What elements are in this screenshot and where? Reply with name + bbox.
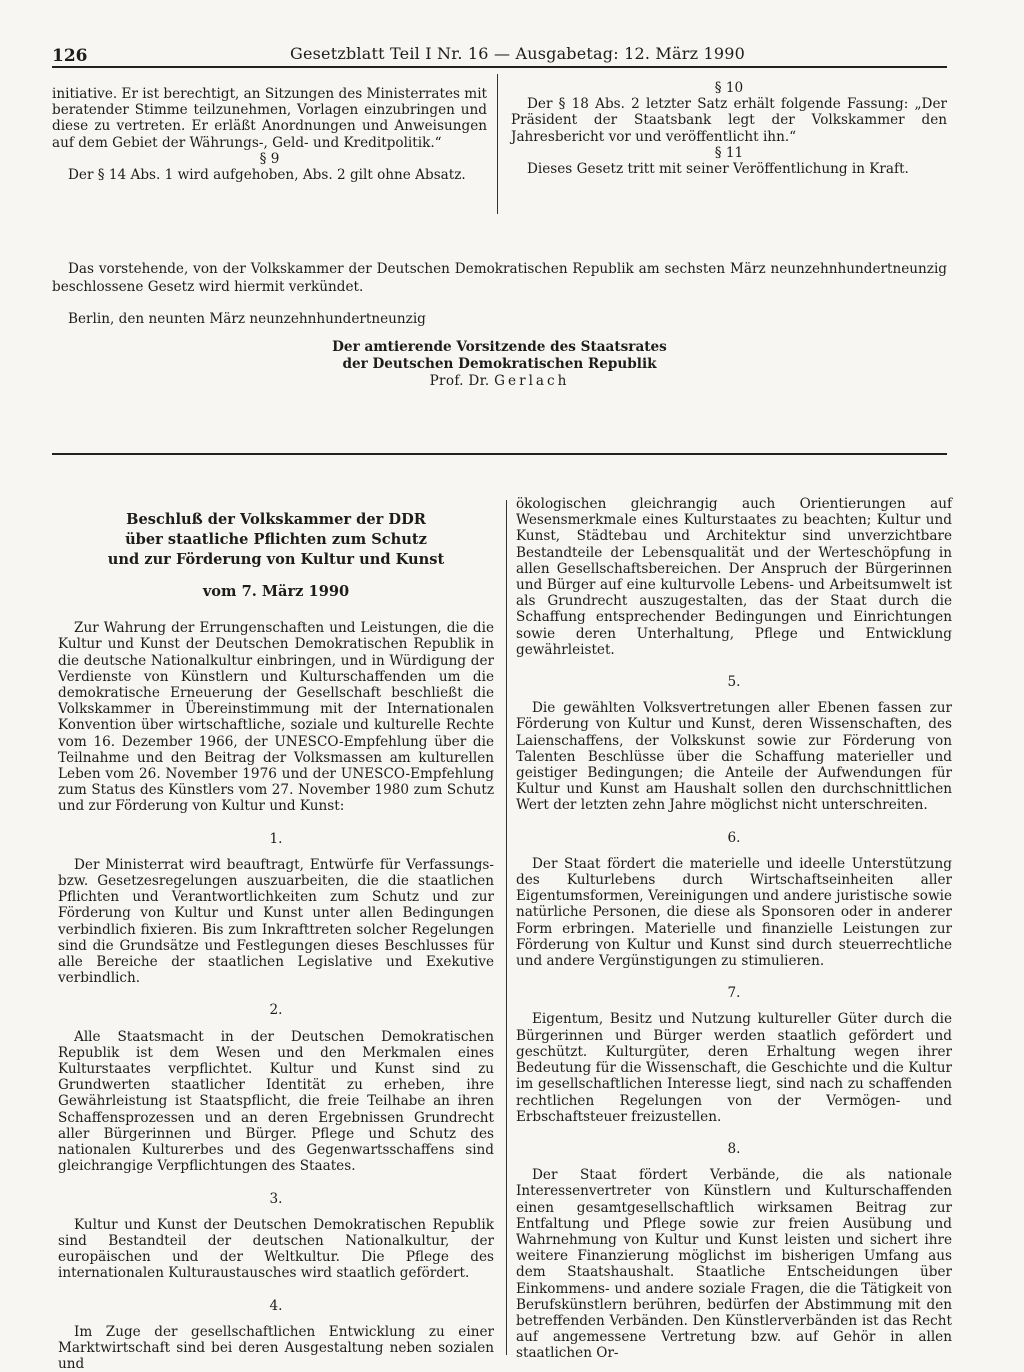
section-11-text: Dieses Gesetz tritt mit seiner Veröffentlichung in Kraft. xyxy=(527,161,909,178)
point-5-text: Die gewählten Volksvertretungen aller Ebenen fassen zur Förderung von Kultur und Kunst, deren Wissenschaften, des Laienschaffens, der Volkskunst sowie zur Förderung von Talenten Beschlüsse über die Schaffung materieller und geistiger Bedingungen; die Anteile der Aufwendungen für Kultur und Kunst am Haushalt sollen den durchschnittlichen Wert der letzten zehn Jahre möglichst nicht unterschreiten. xyxy=(516,700,952,814)
point-6-heading: 6. xyxy=(727,829,741,846)
header-rule xyxy=(52,66,947,68)
gazette-header-title: Gesetzblatt Teil I Nr. 16 — Ausgabetag: 12. März 1990 xyxy=(290,44,746,63)
point-4-text: Im Zuge der gesellschaftlichen Entwicklung zu einer Marktwirtschaft sind bei deren Ausgestaltung neben sozialen und xyxy=(58,1323,494,1372)
point-2-text: Alle Staatsmacht in der Deutschen Demokratischen Republik ist dem Wesen und den Merkmalen eines Kulturstaates verpflichtet. Kultur und Kunst sind zu Grundwerten staatlicher Identität zu erheben, ihre Gewährleistung ist Staatspflicht, die freie Teilhabe an ihren Schaffensprozessen und an deren Ergebnissen Grundrecht aller Bürgerinnen und Bürger. Pflege und Schutz des nationalen Kulturerbes und des Gegenwartsschaffens sind gleichrangige Verpflichtungen des Staates. xyxy=(58,1028,494,1175)
page-number: 126 xyxy=(52,46,88,66)
continued-paragraph: initiative. Er ist berechtigt, an Sitzungen des Ministerrates mit beratender Stimme teilzunehmen, Vorlagen einzubringen und diese zu vertreten. Er erläßt Anordnungen und Anweisungen auf dem Gebiet der Währungs-, Geld- und Kreditpolitik.“ xyxy=(52,86,487,151)
column-divider-top xyxy=(497,74,498,214)
signatory-line xyxy=(52,373,947,390)
point-3-heading: 3. xyxy=(269,1190,283,1207)
resolution-title-line2: über staatliche Pflichten zum Schutz xyxy=(125,531,427,548)
resolution-preamble: Zur Wahrung der Errungenschaften und Leistungen, die die Kultur und Kunst der Deutschen Demokratischen Republik in die deutsche Nationalkultur einbringen, und in Würdigung der Verdienste von Künstlern und Kulturschaffenden um die demokratische Erneuerung der Gesellschaft beschließt die Volkskammer in Übereinstimmung mit der Internationalen Konvention über wirtschaftliche, soziale und kulturelle Rechte vom 16. Dezember 1966, der UNESCO-Empfehlung über die Teilnahme und den Beitrag der Volksmassen am kulturellen Leben vom 26. November 1976 und der UNESCO-Empfehlung zum Status des Künstlers vom 27. November 1980 zum Schutz und zur Förderung von Kultur und Kunst: xyxy=(58,620,494,815)
point-1-heading: 1. xyxy=(269,830,283,847)
section-10-heading: § 10 xyxy=(714,80,744,96)
column-divider-bottom xyxy=(506,500,507,1355)
promulgation-block xyxy=(52,260,947,296)
point-1-text: Der Ministerrat wird beauftragt, Entwürfe für Verfassungs- bzw. Gesetzesregelungen auszuarbeiten, die die staatlichen Pflichten und Verantwortlichkeiten zum Schutz und zur Förderung von Kultur und Kunst unter allen Bedingungen verbindlich fixieren. Bis zum Inkrafttreten solcher Regelungen sind die Grundsätze und Festlegungen dieses Beschlusses für alle Bereiche der staatlichen Legislative und Exekutive verbindlich. xyxy=(58,856,494,987)
section-separator-rule xyxy=(52,453,947,455)
point-4-heading: 4. xyxy=(269,1297,283,1314)
resolution-title xyxy=(58,510,494,570)
signature-office-line2: der Deutschen Demokratischen Republik xyxy=(342,356,657,372)
point-8-heading: 8. xyxy=(727,1140,741,1157)
section-9-text: Der § 14 Abs. 1 wird aufgehoben, Abs. 2 gilt ohne Absatz. xyxy=(68,167,466,184)
resolution-title-line1: Beschluß der Volkskammer der DDR xyxy=(126,511,426,528)
resolution-title-line3: und zur Förderung von Kultur und Kunst xyxy=(107,551,445,568)
point-7-heading: 7. xyxy=(727,985,741,1002)
city-date-line: Berlin, den neunten März neunzehnhundertneunzig xyxy=(68,311,426,327)
signature-block xyxy=(52,339,947,390)
signatory-title: Prof. Dr. xyxy=(429,373,490,389)
point-8-text: Der Staat fördert Verbände, die als nationale Interessenvertreter von Künstlern und Kulturschaffenden einen gesamtgesellschaftlich wirksamen Beitrag zur Entfaltung und Pflege sowie zur freien Ausübung und Wahrnehmung von Kultur und Kunst leisten und sichert ihre weitere Finanzierung möglichst im bisherigen Umfang aus dem Staatshaushalt. Staatliche Entscheidungen über Einkommens- und andere soziale Fragen, die die Tätigkeit von Berufskünstlern berühren, bedürfen der Abstimmung mit den betreffenden Verbänden. Den Künstlerverbänden ist das Recht auf angemessene Vertretung bzw. auf Gehör in allen staatlichen Or- xyxy=(516,1167,952,1362)
point-7-text: Eigentum, Besitz und Nutzung kultureller Güter durch die Bürgerinnen und Bürger werden staatlich gefördert und geschützt. Kulturgüter, deren Erhaltung wegen ihrer Bedeutung für die Wissenschaft, die Geschichte und die Kultur im gesellschaftlichen Interesse liegt, sind nach zu schaffenden rechtlichen Regelungen von der Vermögen- und Erbschaftsteuer freizustellen. xyxy=(516,1011,952,1125)
top-right-column xyxy=(511,80,947,177)
point-4-continued: ökologischen gleichrangig auch Orientierungen auf Wesensmerkmale eines Kulturstaates zu beachten; Kultur und Kunst, Städtebau und Architektur sind unverzichtbare Bestandteile der Lebensqualität und der Werteschöpfung in allen Gesellschaftsbereichen. Der Anspruch der Bürgerinnen und Bürger auf eine kulturvolle Lebens- und Arbeitsumwelt ist als Grundrecht auszugestalten, das der Staat durch die Schaffung entsprechender Bedingungen und Einrichtungen sowie deren Unterhaltung, Pflege und Entwicklung gewährleistet. xyxy=(516,496,952,658)
signatory-name: Gerlach xyxy=(494,373,570,389)
point-6-text: Der Staat fördert die materielle und ideelle Unterstützung des Kulturlebens durch Wirtschaftseinheiten aller Eigentumsformen, Vereinigungen und andere juristische sowie natürliche Personen, die diese als Sponsoren oder in anderer Form erbringen. Materielle und finanzielle Leistungen zur Förderung von Kultur und Kunst sind durch steuerrechtliche und andere Vergünstigungen zu stimulieren. xyxy=(516,855,952,970)
point-2-heading: 2. xyxy=(269,1002,283,1019)
section-9-heading: § 9 xyxy=(259,150,280,167)
resolution-right-column xyxy=(516,496,952,1362)
top-left-column xyxy=(52,86,487,183)
section-10-text: Der § 18 Abs. 2 letzter Satz erhält folgende Fassung: „Der Präsident der Staatsbank legt der Volkskammer den Jahresbericht vor und veröffentlicht ihn.“ xyxy=(511,96,947,145)
signature-office-line1: Der amtierende Vorsitzende des Staatsrates xyxy=(332,339,667,355)
promulgation-text: Das vorstehende, von der Volkskammer der Deutschen Demokratischen Republik am sechsten März neunzehnhundertneunzig beschlossene Gesetz wird hiermit verkündet. xyxy=(52,261,947,295)
page-header xyxy=(52,40,947,66)
point-5-heading: 5. xyxy=(727,674,741,691)
section-11-heading: § 11 xyxy=(714,144,744,161)
point-3-text: Kultur und Kunst der Deutschen Demokratischen Republik sind Bestandteil der deutschen Nationalkultur, der europäischen und der Weltkultur. Die Pflege des internationalen Kulturaustausches wird staatlich gefördert. xyxy=(58,1216,494,1282)
resolution-left-column xyxy=(58,510,494,1372)
resolution-date: vom 7. März 1990 xyxy=(202,583,350,600)
